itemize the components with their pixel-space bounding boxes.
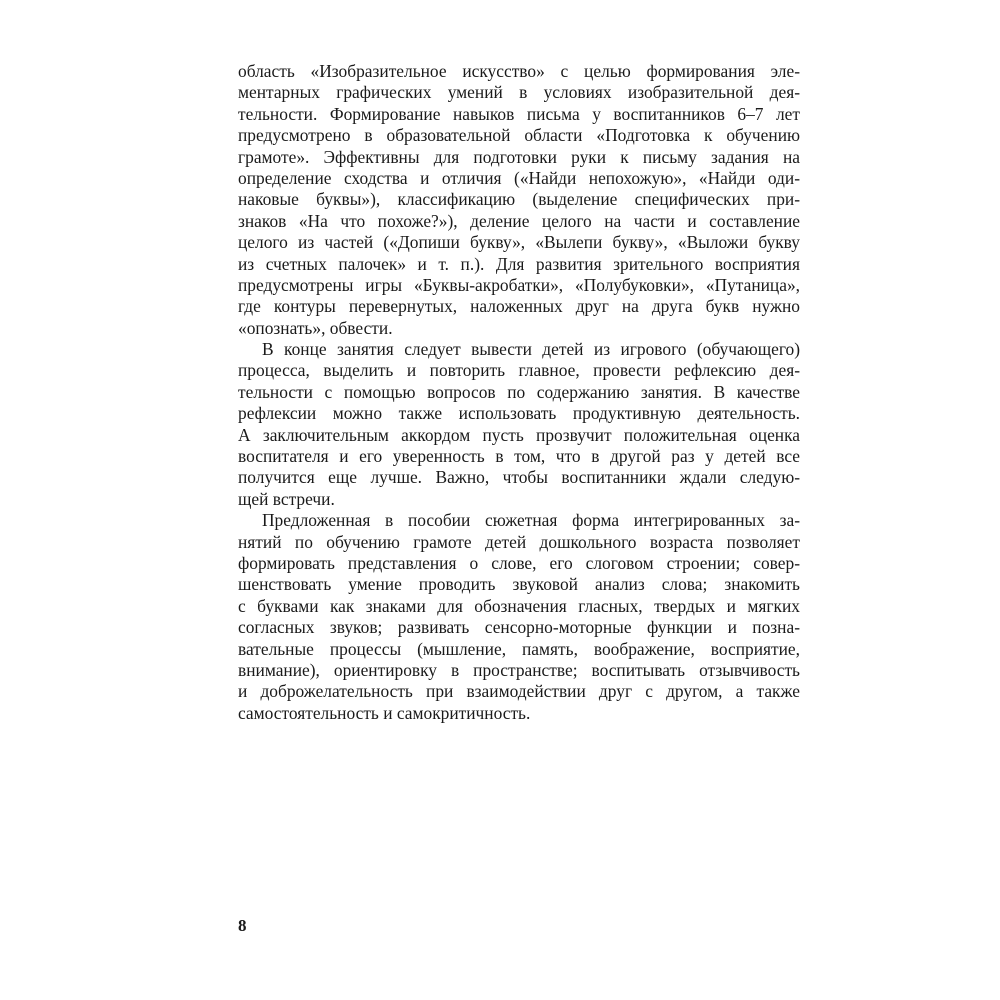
text-line: воспитателя и его уверенность в том, что в другой раз у детей все	[238, 446, 800, 467]
text-line: «опознать», обвести.	[238, 317, 393, 338]
text-line: согласных звуков; развивать сенсорно-моторные функции и позна-	[238, 617, 800, 638]
paragraph-2	[238, 339, 800, 510]
text-line: тельности. Формирование навыков письма у воспитанников 6–7 лет	[238, 103, 800, 124]
text-line: Предложенная в пособии сюжетная форма интегрированных за-	[262, 510, 800, 531]
text-line: процесса, выделить и повторить главное, провести рефлексию дея-	[238, 360, 800, 381]
text-line: самостоятельность и самокритичность.	[238, 702, 531, 723]
text-line: где контуры перевернутых, наложенных друг на друга букв нужно	[238, 296, 800, 317]
text-line: тельности с помощью вопросов по содержанию занятия. В качестве	[238, 381, 800, 402]
text-line: В конце занятия следует вывести детей из игрового (обучающего)	[262, 339, 800, 360]
text-line: нятий по обучению грамоте детей дошкольного возраста позволяет	[238, 531, 800, 552]
text-line: знаков «На что похоже?»), деление целого на части и составление	[238, 210, 800, 231]
text-line: определение сходства и отличия («Найди непохожую», «Найди оди-	[238, 167, 800, 188]
text-line: щей встречи.	[238, 488, 335, 509]
text-line: получится еще лучше. Важно, чтобы воспитанники ждали следую-	[238, 467, 800, 488]
text-line: шенствовать умение проводить звуковой анализ слова; знакомить	[238, 574, 800, 595]
text-line: рефлексии можно также использовать продуктивную деятельность.	[238, 403, 800, 424]
paragraph-1	[238, 61, 800, 339]
text-line: грамоте». Эффективны для подготовки руки к письму задания на	[238, 146, 800, 167]
text-line: наковые буквы»), классификацию (выделение специфических при-	[238, 189, 800, 210]
text-line: формировать представления о слове, его слоговом строении; совер-	[238, 552, 800, 573]
text-line: внимание), ориентировку в пространстве; воспитывать отзывчивость	[238, 659, 800, 680]
body-text	[238, 61, 800, 724]
paragraph-3	[238, 510, 800, 724]
text-line: ментарных графических умений в условиях изобразительной дея-	[238, 82, 800, 103]
text-line: с буквами как знаками для обозначения гласных, твердых и мягких	[238, 595, 800, 616]
text-line: и доброжелательность при взаимодействии друг с другом, а также	[238, 681, 800, 702]
page-number: 8	[238, 916, 247, 935]
text-line: предусмотрены игры «Буквы-акробатки», «Полубуковки», «Путаница»,	[238, 274, 800, 295]
text-line: вательные процессы (мышление, память, воображение, восприятие,	[238, 638, 800, 659]
text-line: из счетных палочек» и т. п.). Для развития зрительного восприятия	[238, 253, 800, 274]
text-line: А заключительным аккордом пусть прозвучит положительная оценка	[238, 424, 800, 445]
text-line: целого из частей («Допиши букву», «Вылепи букву», «Выложи букву	[238, 232, 800, 253]
text-line: область «Изобразительное искусство» с целью формирования эле-	[238, 61, 800, 81]
text-line: предусмотрено в образовательной области «Подготовка к обучению	[238, 125, 800, 146]
